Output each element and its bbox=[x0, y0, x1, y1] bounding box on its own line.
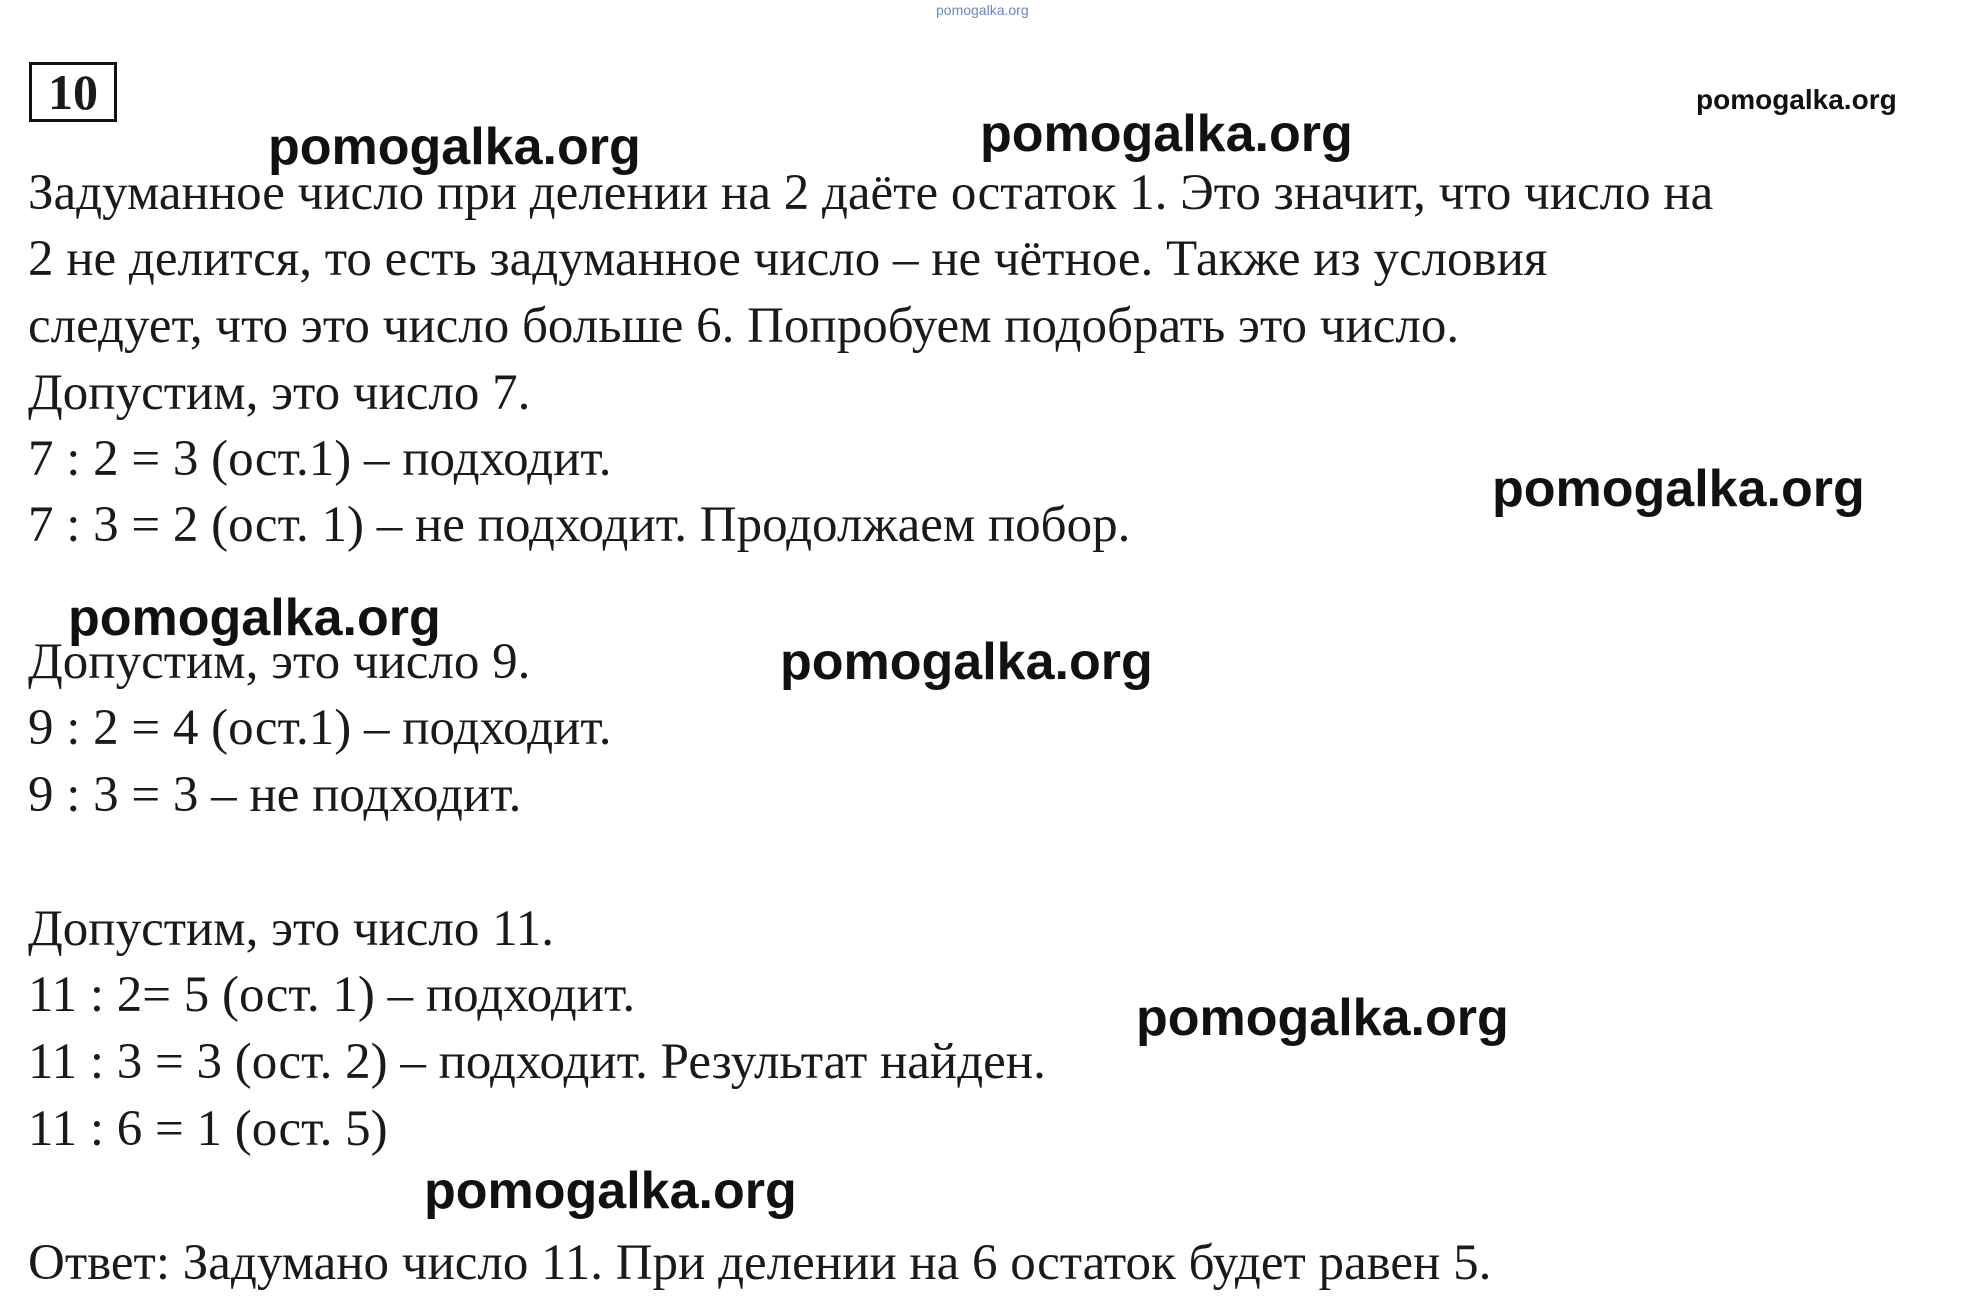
text-line-5: 7 : 2 = 3 (ост.1) – подходит. bbox=[28, 431, 612, 487]
watermark-top: pomogalka.org bbox=[936, 2, 1029, 18]
watermark: pomogalka.org bbox=[268, 118, 641, 176]
text-line-10: Допустим, это число 11. bbox=[28, 901, 554, 957]
text-line-12: 11 : 3 = 3 (ост. 2) – подходит. Результат найден. bbox=[28, 1034, 1046, 1090]
watermark: pomogalka.org bbox=[68, 589, 441, 647]
watermark: pomogalka.org bbox=[980, 105, 1353, 163]
text-line-7: Допустим, это число 9. bbox=[28, 634, 531, 690]
text-line-9: 9 : 3 = 3 – не подходит. bbox=[28, 767, 522, 823]
text-line-11: 11 : 2= 5 (ост. 1) – подходит. bbox=[28, 967, 636, 1023]
text-line-answer: Ответ: Задумано число 11. При делении на 6 остаток будет равен 5. bbox=[28, 1235, 1492, 1291]
task-number-box: 10 bbox=[29, 62, 117, 122]
text-line-4: Допустим, это число 7. bbox=[28, 365, 531, 421]
text-line-3: следует, что это число больше 6. Попробуем подобрать это число. bbox=[28, 298, 1460, 354]
watermark: pomogalka.org bbox=[1492, 460, 1865, 518]
watermark: pomogalka.org bbox=[424, 1162, 797, 1220]
text-line-1: Задуманное число при делении на 2 даёте остаток 1. Это значит, что число на bbox=[28, 165, 1714, 221]
text-line-6: 7 : 3 = 2 (ост. 1) – не подходит. Продолжаем побор. bbox=[28, 497, 1131, 553]
watermark: pomogalka.org bbox=[1136, 989, 1509, 1047]
text-line-13: 11 : 6 = 1 (ост. 5) bbox=[28, 1101, 388, 1157]
watermark: pomogalka.org bbox=[780, 633, 1153, 691]
text-line-8: 9 : 2 = 4 (ост.1) – подходит. bbox=[28, 700, 612, 756]
watermark-corner: pomogalka.org bbox=[1696, 84, 1897, 115]
text-line-2: 2 не делится, то есть задуманное число – не чётное. Также из условия bbox=[28, 231, 1548, 287]
